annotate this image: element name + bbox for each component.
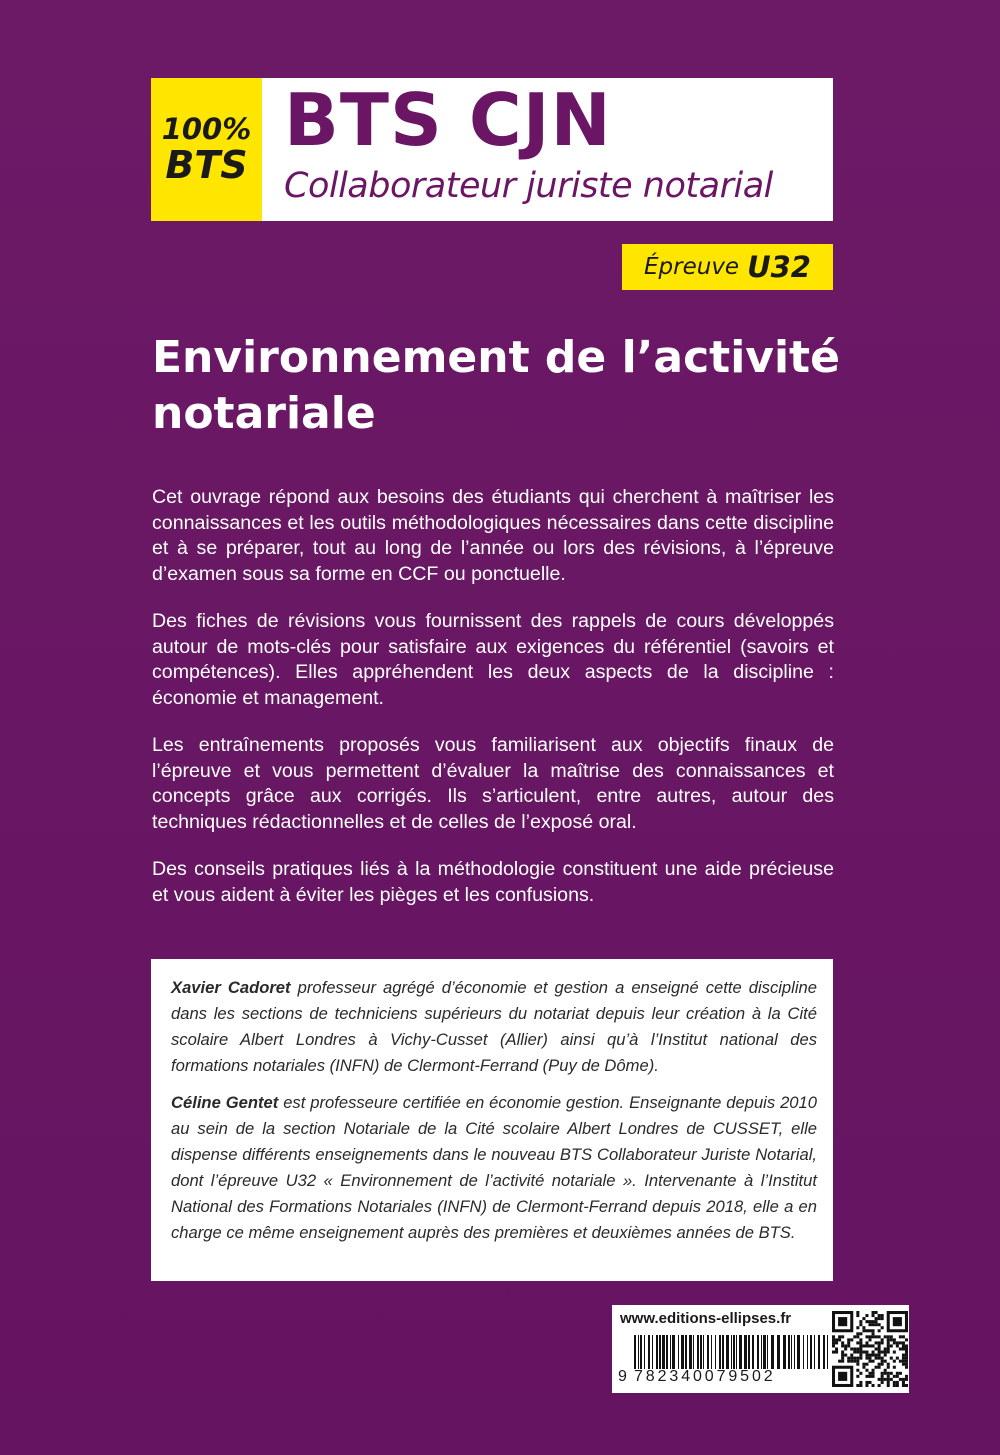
barcode-icon (634, 1335, 830, 1369)
description (152, 485, 834, 930)
author-bio-text: est professeure certifiée en économie gestion. Enseignante depuis 2010 au sein de la section Notariale de la Cité scolaire Albert Londres de CUSSET, elle dispense différents enseignements dans le nouveau BTS Collaborateur Juriste Notarial, dont l’épreuve U32 « Environnement de l’activité notariale ». Intervenante à l’Institut National des Formations Notariales (INFN) de Clermont-Ferrand depuis 2018, elle a en charge ce même enseignement auprès des premières et deuxièmes années de BTS. (171, 1093, 817, 1242)
series-title: BTS CJN (284, 78, 612, 162)
header-banner (151, 78, 833, 221)
book-title (152, 330, 852, 442)
author-bio-text: professeur agrégé d’économie et gestion a enseigné cette discipline dans les sections de techniciens supérieurs du notariat depuis leur création à la Cité scolaire Albert Londres à Vichy-Cusset (Allier) ainsi qu’à l’Institut national des formations notariales (INFN) de Clermont-Ferrand (Puy de Dôme). (171, 978, 817, 1075)
qr-code-icon (832, 1311, 908, 1387)
author-bio (171, 1090, 817, 1246)
badge-100-bts (151, 78, 262, 221)
badge-line2: BTS (165, 143, 248, 187)
epreuve-code: U32 (747, 250, 811, 284)
author-bio (171, 975, 817, 1079)
description-paragraph: Des fiches de révisions vous fournissent des rappels de cours développés autour de mots-clés pour satisfaire aux exigences du référentiel (savoirs et compétences). Elles appréhendent les deux aspects de la discipline : économie et management. (152, 610, 834, 709)
author-name: Céline Gentet (171, 1093, 279, 1112)
epreuve-badge (622, 244, 833, 290)
authors-box (151, 959, 833, 1281)
isbn-first-digit: 9 (618, 1368, 627, 1385)
description-paragraph: Des conseils pratiques liés à la méthodologie constituent une aide précieuse et vous aident à éviter les pièges et les confusions. (152, 858, 834, 906)
epreuve-label: Épreuve (644, 254, 740, 280)
book-title-line2: notariale (152, 388, 376, 439)
isbn-digits: 782340079502 (634, 1368, 776, 1385)
author-name: Xavier Cadoret (171, 978, 291, 997)
book-title-line1: Environnement de l’activité (152, 332, 840, 383)
header-titles (262, 78, 773, 221)
description-paragraph: Cet ouvrage répond aux besoins des étudiants qui cherchent à maîtriser les connaissances et les outils méthodologiques nécessaires dans cette discipline et à se préparer, tout au long de l’année ou lors des révisions, à l’épreuve d’examen sous sa forme en CCF ou ponctuelle. (152, 486, 834, 585)
publisher-url: www.editions-ellipses.fr (620, 1310, 792, 1327)
barcode-box (612, 1305, 909, 1393)
description-paragraph: Les entraînements proposés vous familiarisent aux objectifs finaux de l’épreuve et vous permettent d’évaluer la maîtrise des connaissances et concepts grâce aux corrigés. Ils s’articulent, entre autres, autour des techniques rédactionnelles et de celles de l’exposé oral. (152, 734, 834, 833)
series-subtitle: Collaborateur juriste notarial (284, 166, 773, 206)
badge-line1: 100% (161, 112, 252, 146)
